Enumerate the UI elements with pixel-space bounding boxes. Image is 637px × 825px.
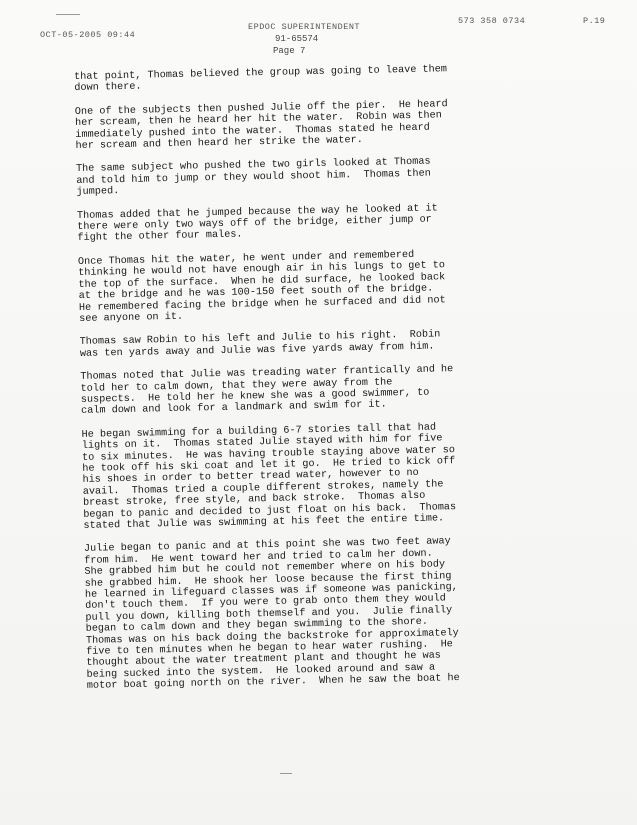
paragraph: Thomas noted that Julie was treading water frantically and he told her to calm down, that they were away from the suspects. He told her he knew she was a good swimmer, to calm down and look for a landmark and swim for it.	[80, 364, 454, 418]
scan-mark	[280, 773, 292, 774]
fax-page-number: P.19	[583, 16, 606, 26]
document-body	[74, 62, 567, 705]
fax-header	[0, 16, 637, 42]
fax-sender: EPDOC SUPERINTENDENT	[248, 22, 361, 32]
paragraph: The same subject who pushed the two girls looked at Thomas and told him to jump or they would shoot him. Thomas then jumped.	[75, 156, 431, 199]
scan-mark	[56, 14, 80, 15]
page-label: Page 7	[273, 46, 306, 56]
paragraph: Julie began to panic and at this point she was two feet away from him. He went toward her and tried to calm her down. She grabbed him but he could not remember where on his body she grabbed him. He shook her loose because the first thing he learned in lifeguard classes was if someone was panicking, don't touch them. If you were to grab onto them they would pull you down, killing both themself and you. Julie finally began to calm down and they began swimming to the shore. Thomas was on his back doing the backstroke for approximately five to ten minutes when he began to hear water rushing. He thought about the water treatment plant and thought he was being sucked into the system. He looked around and saw a motor boat going north on the river. When he saw the boat he	[83, 536, 460, 693]
document-number: 91-65574	[275, 34, 319, 44]
paragraph: One of the subjects then pushed Julie off the pier. He heard her scream, then he heard her hit the water. Robin was then immediately pushed into the water. Thomas stated he heard her scream and then heard her strike the water.	[74, 98, 448, 153]
fax-phone: 573 358 0734	[458, 16, 526, 26]
paragraph: He began swimming for a building 6-7 stories tall that had lights on it. Thomas stated Julie stayed with him for five to six minutes. He was having trouble staying above water so he took off his ski coat and let it go. He tried to kick off his shoes in order to better tread water, however to no avail. Thomas tried a couple different strokes, namely the breast stroke, free style, and back stroke. Thomas also began to panic and decided to just float on his back. Thomas stated that Julie was swimming at his feet the entire time.	[81, 422, 457, 532]
fax-date-time: OCT-05-2005 09:44	[40, 30, 136, 40]
paragraph: Once Thomas hit the water, he went under and remembered thinking he would not have enough air in his lungs to get to the top of the surface. When he did surface, he looked back at the bridge and he was 100-150 feet south of the bridge. He remembered facing the bridge when he surfaced and did not see anyone on it.	[77, 249, 446, 325]
paragraph: Thomas saw Robin to his left and Julie to his right. Robin was ten yards away and Julie was five yards away from him.	[79, 329, 441, 360]
paragraph: that point, Thomas believed the group was going to leave them down there.	[74, 64, 448, 95]
paragraph: Thomas added that he jumped because the way he looked at it there were only two ways off of the bridge, either jump or fight the other four males.	[76, 203, 438, 245]
